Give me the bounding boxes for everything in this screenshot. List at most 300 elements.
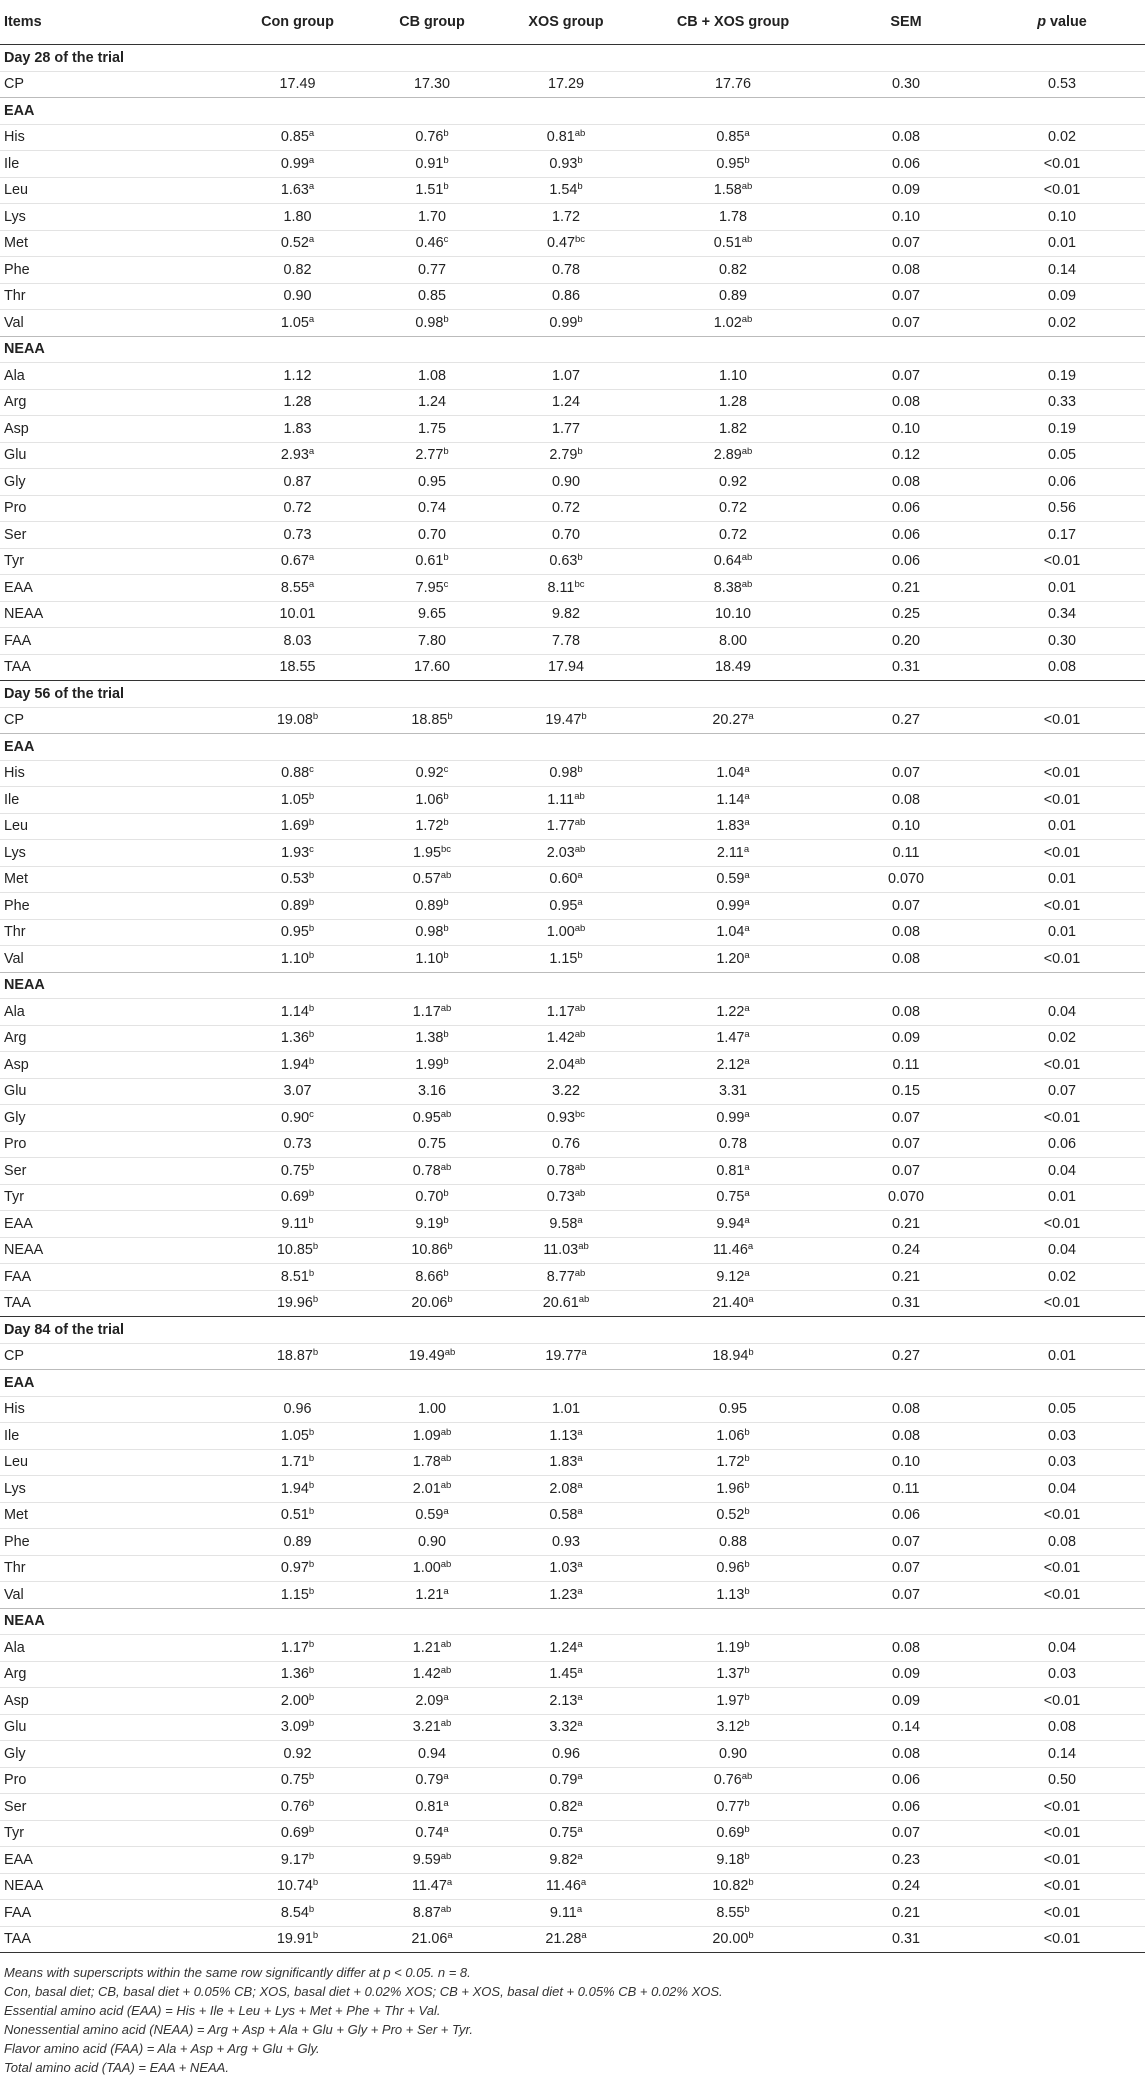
significance-superscript: b <box>577 764 583 776</box>
significance-superscript: a <box>443 1771 449 1783</box>
sem-cell: 0.08 <box>833 999 979 1026</box>
sem-cell: 0.10 <box>833 416 979 443</box>
cell-value: 10.74 <box>276 1878 313 1895</box>
table-row <box>0 363 1145 390</box>
p-value-cell: <0.01 <box>979 1820 1145 1847</box>
significance-superscript: b <box>744 1479 750 1491</box>
value-cell <box>365 1158 499 1185</box>
significance-superscript: b <box>443 817 449 829</box>
sem-cell: 0.09 <box>833 1661 979 1688</box>
sem-cell: 0.08 <box>833 257 979 284</box>
sem-cell: 0.08 <box>833 389 979 416</box>
significance-superscript: b <box>443 1267 449 1279</box>
value-cell <box>499 919 633 946</box>
significance-superscript: ab <box>574 923 586 935</box>
table-row <box>0 1158 1145 1185</box>
cell-value: 1.21 <box>415 1586 444 1603</box>
value-cell <box>633 1714 833 1741</box>
sem-cell: 0.27 <box>833 1343 979 1370</box>
subgroup-row <box>0 1370 1145 1397</box>
cell-value: 0.88 <box>281 765 310 782</box>
cell-value: 2.09 <box>415 1692 444 1709</box>
table-row <box>0 787 1145 814</box>
cell-value: 1.14 <box>280 1003 309 1020</box>
row-label: Leu <box>0 1449 230 1476</box>
header-p-italic: p <box>1037 14 1046 30</box>
cell-value: 3.22 <box>551 1083 580 1100</box>
sem-cell: 0.07 <box>833 1158 979 1185</box>
sem-cell: 0.06 <box>833 1502 979 1529</box>
cell-value: 8.38 <box>713 579 742 596</box>
row-label: Leu <box>0 177 230 204</box>
table-row <box>0 151 1145 178</box>
cell-value: 1.03 <box>549 1560 578 1577</box>
p-value-cell: <0.01 <box>979 1688 1145 1715</box>
cell-value: 3.12 <box>716 1719 745 1736</box>
row-label: Glu <box>0 1078 230 1105</box>
significance-superscript: b <box>744 1665 750 1677</box>
significance-superscript: a <box>581 1347 587 1359</box>
significance-superscript: ab <box>574 843 586 855</box>
cell-value: 1.12 <box>283 367 312 384</box>
significance-superscript: b <box>308 1771 315 1783</box>
p-value-cell: <0.01 <box>979 840 1145 867</box>
cell-value: 2.01 <box>412 1480 441 1497</box>
cell-value: 0.59 <box>415 1507 444 1524</box>
cell-value: 0.89 <box>280 897 309 914</box>
cell-value: 0.69 <box>280 1825 309 1842</box>
table-row <box>0 1396 1145 1423</box>
p-value-cell: 0.53 <box>979 71 1145 98</box>
significance-superscript: a <box>748 711 754 723</box>
table-row <box>0 1078 1145 1105</box>
cell-value: 0.82 <box>718 261 747 278</box>
value-cell <box>633 283 833 310</box>
value-cell <box>365 548 499 575</box>
cell-value: 3.21 <box>412 1719 441 1736</box>
cell-value: 2.79 <box>549 447 578 464</box>
cell-value: 9.17 <box>280 1851 309 1868</box>
header-cb-group: CB group <box>365 0 499 45</box>
value-cell <box>499 310 633 337</box>
value-cell <box>499 363 633 390</box>
significance-superscript: a <box>577 1453 583 1465</box>
significance-superscript: ab <box>440 1479 452 1491</box>
value-cell <box>365 1847 499 1874</box>
cell-value: 9.82 <box>551 606 580 623</box>
cell-value: 1.95 <box>412 844 441 861</box>
cell-value: 1.42 <box>412 1666 441 1683</box>
significance-superscript: ab <box>440 1903 452 1915</box>
cell-value: 0.81 <box>716 1162 745 1179</box>
sem-cell: 0.08 <box>833 1741 979 1768</box>
value-cell <box>365 522 499 549</box>
value-cell <box>365 1794 499 1821</box>
row-label: FAA <box>0 1900 230 1927</box>
row-label: Phe <box>0 257 230 284</box>
significance-superscript: b <box>744 1638 750 1650</box>
value-cell <box>230 1873 365 1900</box>
cell-value: 1.17 <box>546 1003 575 1020</box>
significance-superscript: b <box>443 446 449 458</box>
value-cell <box>499 707 633 734</box>
cell-value: 18.87 <box>276 1348 313 1365</box>
significance-superscript: b <box>577 446 583 458</box>
significance-superscript: ab <box>741 1771 753 1783</box>
cell-value: 8.00 <box>718 632 747 649</box>
value-cell <box>365 204 499 231</box>
significance-superscript: b <box>312 1930 319 1942</box>
cell-value: 0.98 <box>415 924 444 941</box>
cell-value: 0.76 <box>551 1136 580 1153</box>
cell-value: 1.04 <box>716 924 745 941</box>
cell-value: 0.97 <box>280 1560 309 1577</box>
value-cell <box>499 1794 633 1821</box>
footnote-line: Nonessential amino acid (NEAA) = Arg + Asp + Ala + Glu + Gly + Pro + Ser + Tyr. <box>4 2022 473 2037</box>
row-label: Gly <box>0 1105 230 1132</box>
value-cell <box>499 1555 633 1582</box>
value-cell <box>230 1661 365 1688</box>
significance-superscript: a <box>744 870 750 882</box>
value-cell <box>633 946 833 973</box>
row-label: Arg <box>0 1025 230 1052</box>
significance-superscript: c <box>443 764 449 776</box>
table-row <box>0 1582 1145 1609</box>
cell-value: 1.17 <box>412 1003 441 1020</box>
cell-value: 1.22 <box>716 1003 745 1020</box>
cell-value: 1.15 <box>549 950 578 967</box>
p-value-cell: <0.01 <box>979 1582 1145 1609</box>
sem-cell: 0.09 <box>833 1025 979 1052</box>
row-label: Arg <box>0 1661 230 1688</box>
sem-cell: 0.08 <box>833 1423 979 1450</box>
table-row <box>0 1529 1145 1556</box>
cell-value: 21.06 <box>411 1931 448 1948</box>
sem-cell: 0.08 <box>833 469 979 496</box>
value-cell <box>633 469 833 496</box>
table-row <box>0 1052 1145 1079</box>
significance-superscript: b <box>748 1930 754 1942</box>
cell-value: 1.82 <box>718 420 747 437</box>
value-cell <box>633 893 833 920</box>
cell-value: 17.29 <box>547 76 584 93</box>
table-row <box>0 389 1145 416</box>
value-cell <box>365 257 499 284</box>
value-cell <box>230 1237 365 1264</box>
sem-cell: 0.07 <box>833 363 979 390</box>
table-row <box>0 1555 1145 1582</box>
significance-superscript: b <box>443 1214 449 1226</box>
value-cell <box>230 999 365 1026</box>
value-cell <box>365 787 499 814</box>
value-cell <box>230 1105 365 1132</box>
cell-value: 0.95 <box>716 155 745 172</box>
cell-value: 1.45 <box>549 1666 578 1683</box>
table-row <box>0 1476 1145 1503</box>
p-value-cell: 0.02 <box>979 1264 1145 1291</box>
significance-superscript: ab <box>440 1002 452 1014</box>
p-value-cell: <0.01 <box>979 1926 1145 1953</box>
table-row <box>0 495 1145 522</box>
significance-superscript: b <box>308 1824 315 1836</box>
sem-cell: 0.07 <box>833 1105 979 1132</box>
cell-value: 0.75 <box>280 1162 309 1179</box>
cell-value: 3.07 <box>283 1083 312 1100</box>
row-label: Val <box>0 310 230 337</box>
value-cell <box>365 124 499 151</box>
cell-value: 1.05 <box>280 1427 309 1444</box>
cell-value: 1.28 <box>283 394 312 411</box>
table-row <box>0 310 1145 337</box>
value-cell <box>633 1555 833 1582</box>
row-label: Met <box>0 866 230 893</box>
cell-value: 0.89 <box>718 288 747 305</box>
value-cell <box>365 469 499 496</box>
sem-cell: 0.07 <box>833 1131 979 1158</box>
significance-superscript: ab <box>741 446 753 458</box>
significance-superscript: b <box>308 1559 315 1571</box>
significance-superscript: ab <box>440 1718 452 1730</box>
cell-value: 0.82 <box>549 1798 578 1815</box>
sem-cell: 0.07 <box>833 1820 979 1847</box>
significance-superscript: ab <box>574 817 586 829</box>
section-header-row <box>0 45 1145 72</box>
cell-value: 0.57 <box>412 871 441 888</box>
section-header-row <box>0 681 1145 708</box>
value-cell <box>230 204 365 231</box>
significance-superscript: a <box>577 1506 583 1518</box>
cell-value: 8.03 <box>283 632 312 649</box>
value-cell <box>230 257 365 284</box>
significance-superscript: a <box>443 1506 449 1518</box>
cell-value: 1.06 <box>716 1427 745 1444</box>
section-title: Day 56 of the trial <box>0 681 1145 708</box>
sem-cell: 0.23 <box>833 1847 979 1874</box>
significance-superscript: ab <box>574 1002 586 1014</box>
sem-cell: 0.15 <box>833 1078 979 1105</box>
header-p-rest: value <box>1045 14 1087 30</box>
cell-value: 0.81 <box>546 129 575 146</box>
table-row <box>0 893 1145 920</box>
significance-superscript: ab <box>574 790 585 802</box>
cell-value: 1.99 <box>415 1056 444 1073</box>
cell-value: 0.47 <box>546 235 575 252</box>
significance-superscript: c <box>443 578 449 590</box>
value-cell <box>633 1582 833 1609</box>
value-cell <box>365 654 499 681</box>
row-label: Thr <box>0 1555 230 1582</box>
value-cell <box>633 363 833 390</box>
cell-value: 1.11 <box>547 791 575 808</box>
significance-superscript: c <box>309 843 314 855</box>
header-cb-xos-group: CB + XOS group <box>633 0 833 45</box>
significance-superscript: b <box>447 1294 453 1306</box>
cell-value: 1.13 <box>716 1586 745 1603</box>
row-label: Lys <box>0 1476 230 1503</box>
row-label: EAA <box>0 1211 230 1238</box>
value-cell <box>499 1025 633 1052</box>
row-label: FAA <box>0 1264 230 1291</box>
significance-superscript: b <box>577 313 583 325</box>
sem-cell: 0.31 <box>833 654 979 681</box>
significance-superscript: a <box>577 1824 583 1836</box>
row-label: Lys <box>0 204 230 231</box>
value-cell <box>365 1900 499 1927</box>
value-cell <box>499 1582 633 1609</box>
significance-superscript: a <box>744 1055 750 1067</box>
significance-superscript: a <box>744 1188 750 1200</box>
value-cell <box>230 1396 365 1423</box>
table-header <box>0 0 1145 45</box>
p-value-cell: 0.02 <box>979 310 1145 337</box>
value-cell <box>499 1343 633 1370</box>
value-cell <box>633 1290 833 1317</box>
row-label: CP <box>0 71 230 98</box>
cell-value: 17.94 <box>547 659 584 676</box>
row-label: NEAA <box>0 601 230 628</box>
value-cell <box>499 1741 633 1768</box>
value-cell <box>499 866 633 893</box>
row-label: TAA <box>0 1290 230 1317</box>
significance-superscript: ab <box>741 234 753 246</box>
table-row <box>0 1741 1145 1768</box>
value-cell <box>633 124 833 151</box>
cell-value: 1.06 <box>415 791 444 808</box>
significance-superscript: a <box>446 1877 453 1889</box>
value-cell <box>230 230 365 257</box>
footnote-line: Flavor amino acid (FAA) = Ala + Asp + Arg + Glu + Gly. <box>4 2041 320 2056</box>
significance-superscript: a <box>308 446 315 458</box>
value-cell <box>499 893 633 920</box>
value-cell <box>365 71 499 98</box>
cell-value: 1.83 <box>716 818 745 835</box>
cell-value: 0.99 <box>549 314 578 331</box>
value-cell <box>230 1423 365 1450</box>
cell-value: 1.51 <box>415 182 444 199</box>
cell-value: 0.92 <box>415 765 444 782</box>
significance-superscript: bc <box>574 578 585 590</box>
cell-value: 0.75 <box>417 1136 446 1153</box>
cell-value: 0.61 <box>415 553 444 570</box>
cell-value: 0.72 <box>718 500 747 517</box>
significance-superscript: b <box>312 1347 319 1359</box>
cell-value: 1.94 <box>280 1480 309 1497</box>
significance-superscript: ab <box>574 1029 586 1041</box>
cell-value: 0.90 <box>281 1109 310 1126</box>
cell-value: 9.94 <box>716 1215 745 1232</box>
table-row <box>0 1661 1145 1688</box>
significance-superscript: b <box>744 1506 750 1518</box>
row-label: Ile <box>0 151 230 178</box>
cell-value: 0.99 <box>280 155 309 172</box>
cell-value: 8.54 <box>280 1904 309 1921</box>
significance-superscript: b <box>443 552 449 564</box>
value-cell <box>499 1926 633 1953</box>
value-cell <box>499 601 633 628</box>
value-cell <box>365 919 499 946</box>
cell-value: 0.63 <box>549 553 578 570</box>
value-cell <box>365 946 499 973</box>
p-value-cell: 0.01 <box>979 1184 1145 1211</box>
cell-value: 11.03 <box>543 1242 579 1259</box>
cell-value: 1.96 <box>716 1480 745 1497</box>
sem-cell: 0.07 <box>833 310 979 337</box>
table-footnotes <box>0 1953 1145 2077</box>
p-value-cell: 0.02 <box>979 1025 1145 1052</box>
table-row <box>0 1900 1145 1927</box>
cell-value: 0.81 <box>415 1798 444 1815</box>
cell-value: 19.77 <box>545 1348 582 1365</box>
value-cell <box>633 389 833 416</box>
cell-value: 1.09 <box>412 1427 441 1444</box>
value-cell <box>633 1741 833 1768</box>
cell-value: 17.30 <box>413 76 450 93</box>
cell-value: 9.59 <box>412 1851 441 1868</box>
value-cell <box>499 1396 633 1423</box>
p-value-cell: 0.30 <box>979 628 1145 655</box>
value-cell <box>499 1635 633 1662</box>
cell-value: 1.28 <box>718 394 747 411</box>
cell-value: 0.90 <box>718 1745 747 1762</box>
value-cell <box>230 1714 365 1741</box>
p-value-cell: <0.01 <box>979 707 1145 734</box>
cell-value: 0.99 <box>716 897 745 914</box>
value-cell <box>499 124 633 151</box>
p-value-cell: 0.10 <box>979 204 1145 231</box>
value-cell <box>230 469 365 496</box>
cell-value: 20.27 <box>712 712 749 729</box>
value-cell <box>633 548 833 575</box>
value-cell <box>633 1688 833 1715</box>
cell-value: 11.46 <box>712 1242 748 1259</box>
value-cell <box>633 760 833 787</box>
value-cell <box>633 1661 833 1688</box>
sem-cell: 0.08 <box>833 1635 979 1662</box>
value-cell <box>633 1529 833 1556</box>
cell-value: 8.87 <box>412 1904 441 1921</box>
significance-superscript: b <box>308 1055 315 1067</box>
value-cell <box>230 522 365 549</box>
value-cell <box>230 840 365 867</box>
sem-cell: 0.24 <box>833 1873 979 1900</box>
header-sem: SEM <box>833 0 979 45</box>
cell-value: 0.75 <box>716 1189 745 1206</box>
value-cell <box>633 416 833 443</box>
value-cell <box>365 1237 499 1264</box>
cell-value: 0.74 <box>417 500 446 517</box>
footnote-line: Con, basal diet; CB, basal diet + 0.05% CB; XOS, basal diet + 0.02% XOS; CB + XOS, basal diet + 0.05% CB + 0.02% XOS. <box>4 1984 723 1999</box>
significance-superscript: b <box>443 790 449 802</box>
footnote-line: Essential amino acid (EAA) = His + Ile + Leu + Lys + Met + Phe + Thr + Val. <box>4 2003 441 2018</box>
cell-value: 19.49 <box>408 1348 445 1365</box>
cell-value: 0.95 <box>718 1401 747 1418</box>
cell-value: 17.49 <box>279 76 316 93</box>
significance-superscript: a <box>577 1718 583 1730</box>
value-cell <box>230 1767 365 1794</box>
row-label: His <box>0 124 230 151</box>
value-cell <box>499 813 633 840</box>
cell-value: 0.96 <box>716 1560 745 1577</box>
value-cell <box>499 177 633 204</box>
row-label: FAA <box>0 628 230 655</box>
cell-value: 3.09 <box>280 1719 309 1736</box>
significance-superscript: b <box>308 1506 315 1518</box>
cell-value: 1.58 <box>713 182 742 199</box>
cell-value: 0.72 <box>718 526 747 543</box>
significance-superscript: a <box>577 1479 583 1491</box>
significance-superscript: a <box>577 1559 583 1571</box>
value-cell <box>499 1078 633 1105</box>
